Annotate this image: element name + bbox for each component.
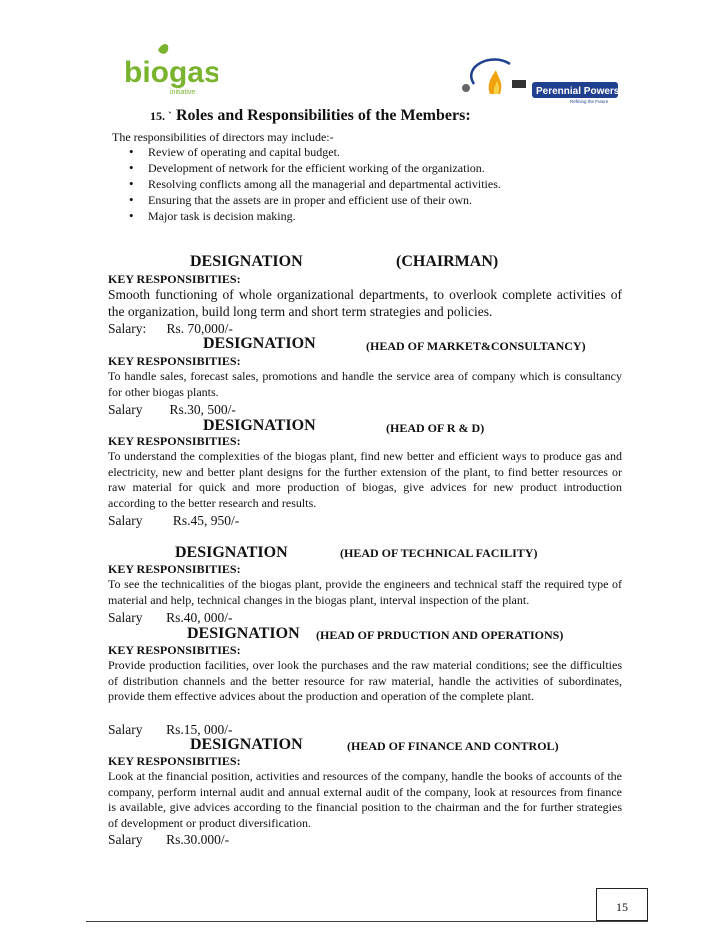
biogas-logo-sub: initiative	[170, 89, 196, 96]
designation-label: DESIGNATION	[203, 417, 316, 434]
responsibility-text: Smooth functioning of whole organizational departments, to overlook complete activities of the organization, build long term and short term strategies and policies.	[108, 287, 622, 319]
perennial-powers-logo	[452, 54, 620, 104]
designation-role: (HEAD OF PRDUCTION AND OPERATIONS)	[316, 628, 564, 642]
responsibility-text: Provide production facilities, over look the purchases and the raw material conditions; see the difficulties of distribution channels and the better resource for raw material, handle the activities of subordinates, provide them effective advices about the production and operation of the complete plant.	[108, 658, 622, 703]
key-responsibilities-label: KEY RESPONSIBITIES:	[108, 434, 241, 448]
salary-text: Salary Rs.45, 950/-	[108, 513, 240, 528]
key-responsibilities-label: KEY RESPONSIBITIES:	[108, 754, 241, 768]
perennial-powers-text: Perennial Powers	[536, 86, 620, 97]
section-title: Roles and Responsibilities of the Members:	[176, 107, 471, 124]
salary-text: Salary Rs.30.000/-	[108, 832, 230, 847]
key-responsibilities-label: KEY RESPONSIBITIES:	[108, 354, 241, 368]
responsibility-text: To handle sales, forecast sales, promotions and handle the service area of company which is consultancy for other biogas plants.	[108, 369, 622, 399]
key-responsibilities-label: KEY RESPONSIBITIES:	[108, 272, 241, 286]
list-item: • Resolving conflicts among all the managerial and departmental activities.	[118, 176, 501, 192]
perennial-powers-tagline: Refining the Future	[570, 99, 609, 104]
page-number: 15	[616, 900, 628, 914]
designation-role: (CHAIRMAN)	[396, 253, 499, 270]
designation-heading	[190, 253, 303, 271]
designation-heading	[203, 335, 316, 353]
list-item: • Development of network for the efficient working of the organization.	[118, 160, 501, 176]
section-heading	[150, 107, 471, 125]
responsibility-list	[118, 144, 501, 224]
designation-heading	[203, 417, 316, 435]
responsibility-text: Look at the financial position, activities and resources of the company, handle the books of accounts of the company, perform internal audit and annual external audit of the company, look at resources from finance is available, give advices according to the financial position to the chairman and the for further strategies of development or product diversification.	[108, 769, 622, 830]
biogas-logo	[118, 40, 218, 100]
salary-text: Salary Rs.30, 500/-	[108, 402, 236, 417]
biogas-logo-text: biogas	[124, 56, 218, 89]
responsibility-text: To understand the complexities of the biogas plant, find new better and efficient ways to produce gas and electricity, new and better plant designs for the further extension of the plant, to find better resources or raw material for quick and more production of biogas, give advices for new product introduction according to the better research and results.	[108, 449, 622, 510]
key-responsibilities-label: KEY RESPONSIBITIES:	[108, 562, 241, 576]
designation-role: (HEAD OF R & D)	[386, 421, 485, 435]
designation-label: DESIGNATION	[175, 544, 288, 561]
designation-role: (HEAD OF TECHNICAL FACILITY)	[340, 546, 538, 560]
list-item: • Review of operating and capital budget.	[118, 144, 501, 160]
list-item: • Ensuring that the assets are in proper and efficient use of their own.	[118, 192, 501, 208]
designation-heading	[175, 544, 288, 562]
footer-divider	[86, 921, 648, 922]
designation-heading	[187, 625, 300, 643]
salary-text: Salary Rs.40, 000/-	[108, 610, 233, 625]
designation-role: (HEAD OF FINANCE AND CONTROL)	[347, 739, 559, 753]
section-number: 15. `	[150, 109, 172, 123]
key-responsibilities-label: KEY RESPONSIBITIES:	[108, 643, 241, 657]
salary-text: Salary: Rs. 70,000/-	[108, 321, 233, 336]
designation-label: DESIGNATION	[190, 253, 303, 270]
designation-label: DESIGNATION	[190, 736, 303, 753]
designation-label: DESIGNATION	[203, 335, 316, 352]
intro-text: The responsibilities of directors may include:-	[112, 130, 334, 144]
designation-label: DESIGNATION	[187, 625, 300, 642]
designation-heading	[190, 736, 303, 754]
designation-role: (HEAD OF MARKET&CONSULTANCY)	[366, 339, 586, 353]
salary-text: Salary Rs.15, 000/-	[108, 722, 233, 737]
list-item: • Major task is decision making.	[118, 208, 501, 224]
responsibility-text: To see the technicalities of the biogas plant, provide the engineers and technical staff the required type of material and help, technical changes in the biogas plant, interval inspection of the plant.	[108, 577, 622, 607]
